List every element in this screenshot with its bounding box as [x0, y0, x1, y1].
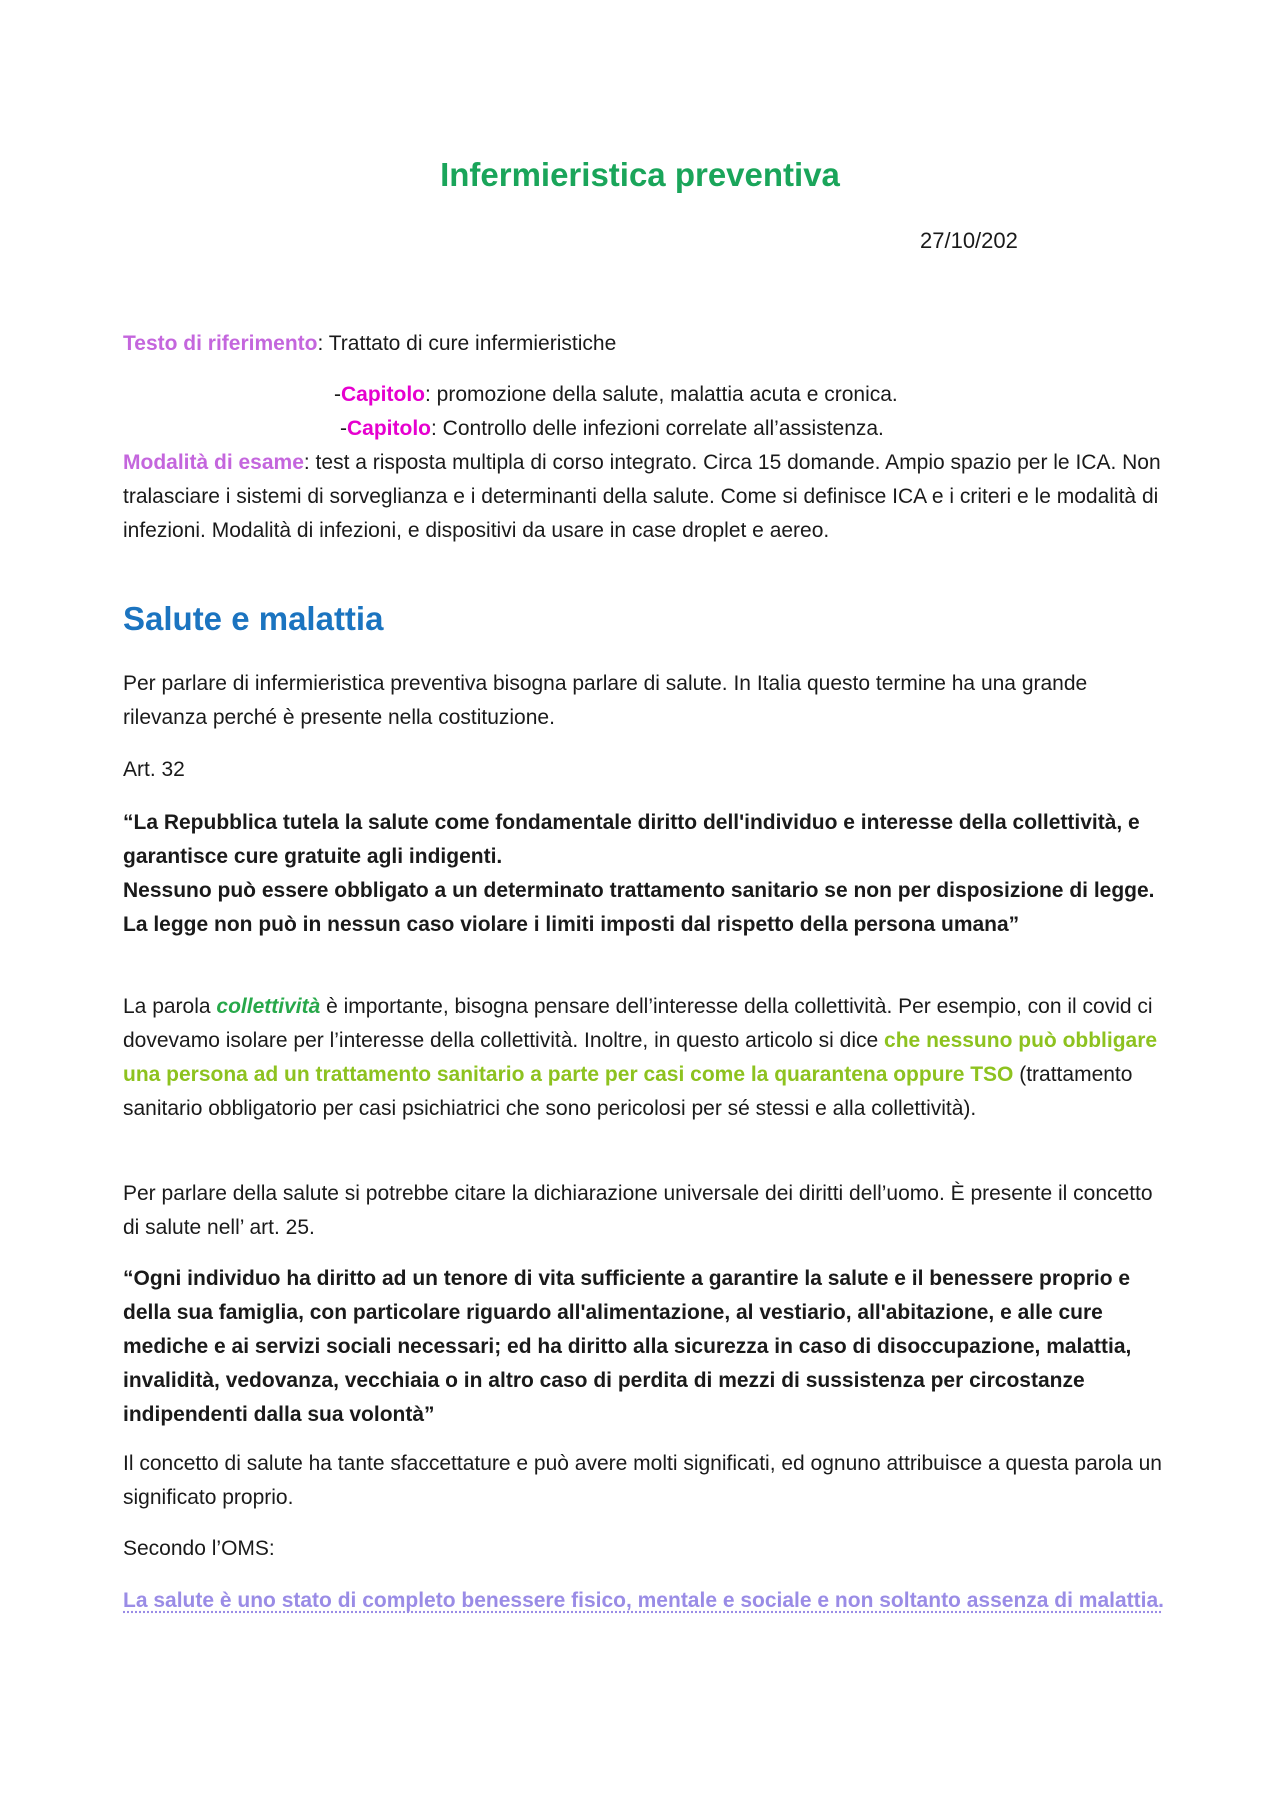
reference-text-line: [123, 327, 1173, 361]
document-date: 27/10/202: [920, 228, 1018, 253]
quote-art32: [123, 806, 1173, 942]
quote-art32-part1: “La Repubblica tutela la salute come fondamentale diritto dell'individuo e interesse della collettività, e garantisce cure gratuite agli indigenti.: [123, 811, 1140, 868]
text-run: è importante, bisogna pensare dell’interesse della collettività. Per esempio, con il covid ci dovevamo isolare per l’interesse della collettività. Inoltre, in questo articolo si dice: [123, 995, 1153, 1052]
chapter-text: : Controllo delle infezioni correlate all’assistenza.: [431, 417, 884, 440]
chapter-prefix: -: [334, 383, 341, 406]
quote-art32-part2: Nessuno può essere obbligato a un determinato trattamento sanitario se non per disposizione di legge. La legge non può in nessun caso violare i limiti imposti dal rispetto della persona umana”: [123, 879, 1155, 936]
chapter-label: Capitolo: [347, 417, 431, 440]
chapter-prefix: -: [340, 417, 347, 440]
chapter-text: : promozione della salute, malattia acuta e cronica.: [425, 383, 898, 406]
reference-value: : Trattato di cure infermieristiche: [317, 332, 617, 355]
chapter-line-1: [123, 378, 1173, 412]
paragraph-concetto: Il concetto di salute ha tante sfaccettature e può avere molti significati, ed ognuno attribuisce a questa parola un significato proprio.: [123, 1452, 1162, 1509]
text-run: La parola: [123, 995, 217, 1018]
paragraph-intro: Per parlare di infermieristica preventiva bisogna parlare di salute. In Italia questo termine ha una grande rilevanza perché è presente nella costituzione.: [123, 672, 1088, 729]
reference-label: Testo di riferimento: [123, 332, 318, 355]
document-title: Infermieristica preventiva: [440, 156, 840, 193]
paragraph-collettivita: [123, 990, 1173, 1126]
emphasis-collettivita: collettività: [216, 995, 321, 1018]
quote-art25: “Ogni individuo ha diritto ad un tenore di vita sufficiente a garantire la salute e il benessere proprio e della sua famiglia, con particolare riguardo all'alimentazione, al vestiario, all'abitazione, e alle cure mediche e ai servizi sociali necessari; ed ha diritto alla sicurezza in caso di disoccupazione, malattia, invalidità, vedovanza, vecchiaia o in altro caso di perdita di mezzi di sussistenza per circostanze indipendenti dalla sua volontà”: [123, 1267, 1132, 1426]
exam-paragraph: [123, 446, 1173, 548]
paragraph-oms: Secondo l’OMS:: [123, 1537, 275, 1560]
oms-definition-link[interactable]: [123, 1584, 1173, 1618]
oms-definition-text[interactable]: La salute è uno stato di completo benessere fisico, mentale e sociale e non soltanto assenza di malattia.: [123, 1589, 1164, 1612]
section-heading: Salute e malattia: [123, 600, 384, 637]
exam-text: : test a risposta multipla di corso integrato. Circa 15 domande. Ampio spazio per le ICA. Non tralasciare i sistemi di sorveglianza e i determinanti della salute. Come si definisce ICA e i criteri e le modalità di infezioni. Modalità di infezioni, e dispositivi da usare in case droplet e aereo.: [123, 451, 1161, 542]
paragraph-dichiarazione: Per parlare della salute si potrebbe citare la dichiarazione universale dei diritti dell’uomo. È presente il concetto di salute nell’ art. 25.: [123, 1182, 1153, 1239]
exam-label: Modalità di esame: [123, 451, 304, 474]
text-run: (trattamento sanitario obbligatorio per casi psichiatrici che sono pericolosi per sé stessi e alla collettività).: [123, 1063, 1133, 1120]
chapter-label: Capitolo: [341, 383, 425, 406]
highlight-text: che nessuno può obbligare una persona ad un trattamento sanitario a parte per casi come la quarantena oppure TSO: [123, 1029, 1158, 1086]
article-label: Art. 32: [123, 758, 185, 781]
chapter-line-2: [123, 412, 1173, 446]
